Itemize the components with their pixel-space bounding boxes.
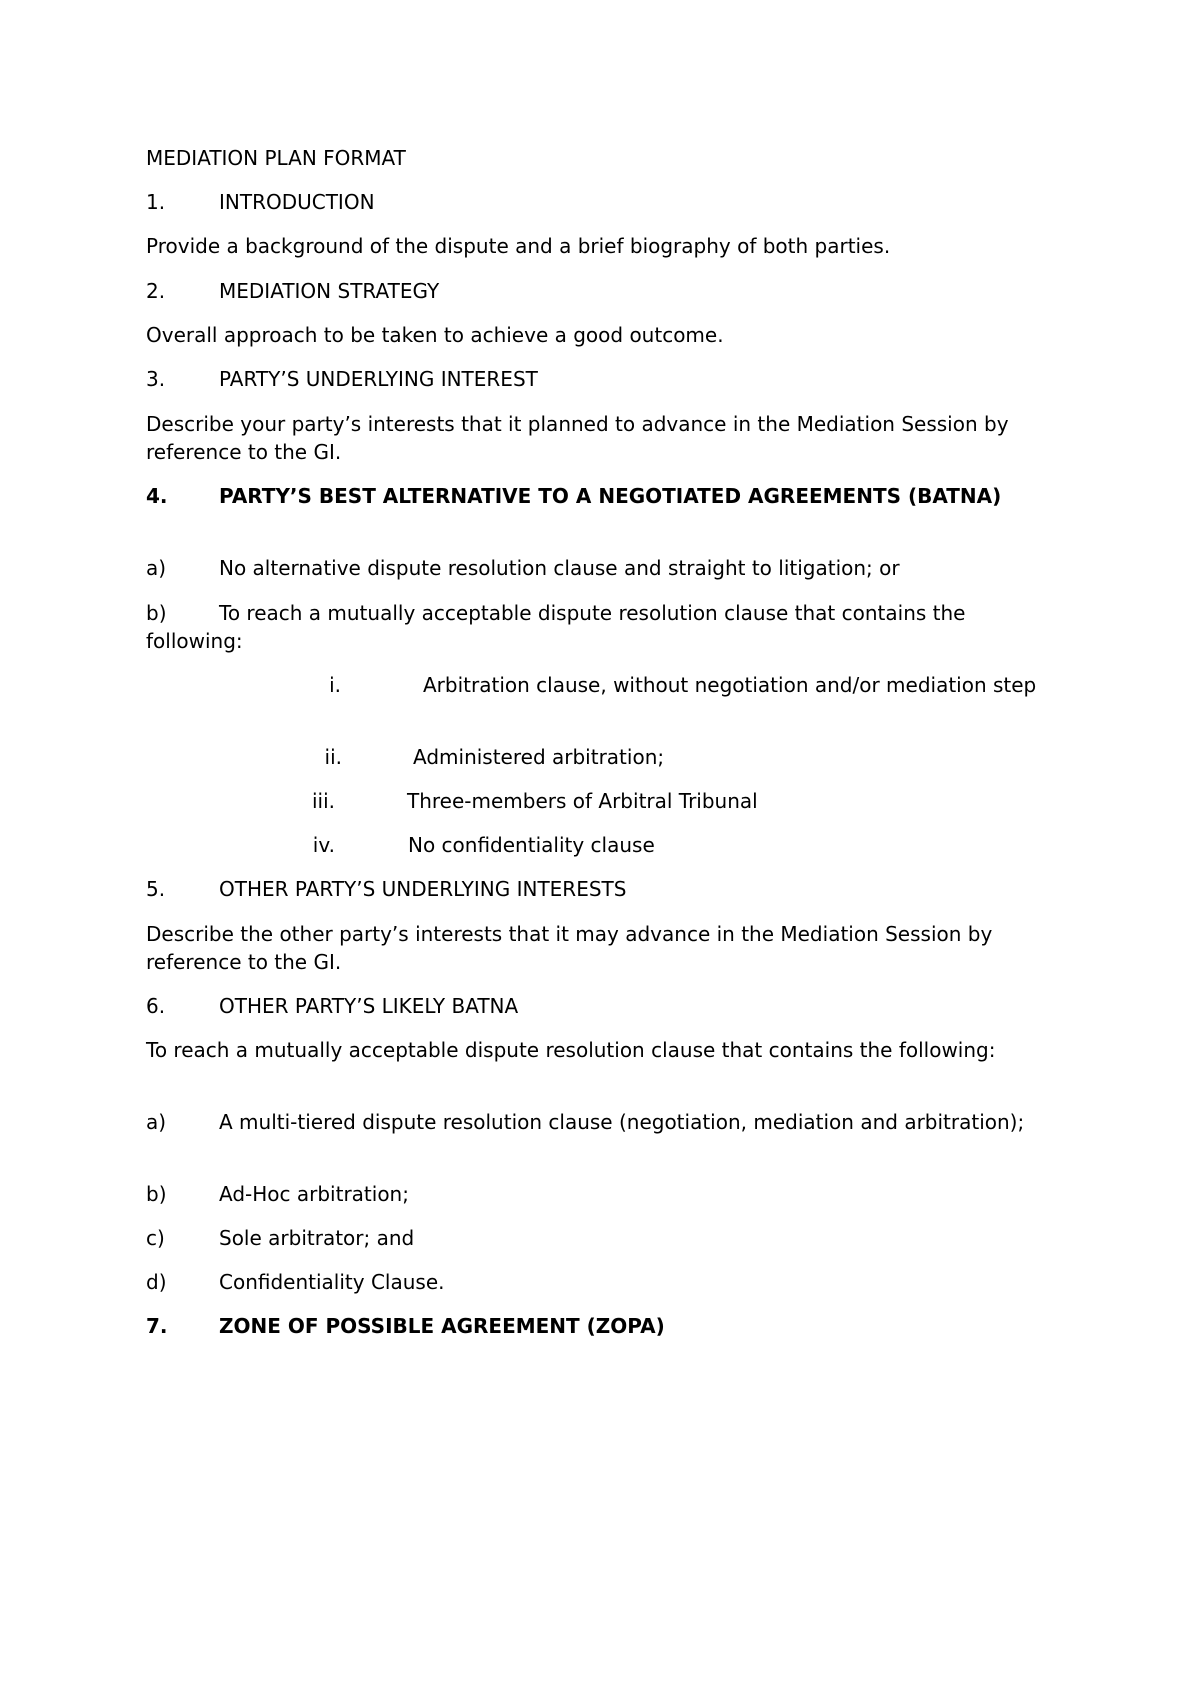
- item-text: Ad-Hoc arbitration;: [219, 1182, 409, 1206]
- sub-item-ii: [282, 743, 664, 771]
- item-text: Administered arbitration;: [413, 745, 665, 769]
- section-number: 3.: [146, 367, 166, 391]
- item-label: d): [146, 1270, 167, 1294]
- section-title: MEDIATION STRATEGY: [219, 279, 440, 303]
- section-title: ZONE OF POSSIBLE AGREEMENT (ZOPA): [219, 1314, 665, 1338]
- sub-item-i: [146, 671, 1066, 699]
- section-heading-2: [146, 277, 439, 305]
- item-text: No alternative dispute resolution clause and straight to litigation; or: [219, 556, 900, 580]
- section-heading-4: [146, 482, 1066, 510]
- section-number: 7.: [146, 1314, 168, 1338]
- item-label: iv.: [312, 833, 335, 857]
- section-heading-3: [146, 365, 538, 393]
- item-text: Confidentiality Clause.: [219, 1270, 445, 1294]
- section-heading-7: [146, 1312, 665, 1340]
- section-title: OTHER PARTY’S LIKELY BATNA: [219, 994, 519, 1018]
- section-heading-6: [146, 992, 518, 1020]
- item-text: Three-members of Arbitral Tribunal: [407, 789, 758, 813]
- item-label: ii.: [324, 745, 342, 769]
- section-heading-5: [146, 875, 626, 903]
- section-body-3: Describe your party’s interests that it planned to advance in the Mediation Session by reference to the GI.: [146, 412, 1009, 464]
- sub-item-iii: [275, 787, 758, 815]
- section-title: INTRODUCTION: [219, 190, 375, 214]
- list-item-4a: [146, 554, 900, 582]
- section-title: PARTY’S UNDERLYING INTEREST: [219, 367, 538, 391]
- item-label: iii.: [311, 789, 335, 813]
- section-title: OTHER PARTY’S UNDERLYING INTERESTS: [219, 877, 627, 901]
- section-body-1: Provide a background of the dispute and a brief biography of both parties.: [146, 234, 891, 258]
- item-label: i.: [329, 673, 341, 697]
- item-text: No confidentiality clause: [408, 833, 655, 857]
- document-title: MEDIATION PLAN FORMAT: [146, 146, 406, 170]
- item-label: a): [146, 1110, 167, 1134]
- item-label: a): [146, 556, 167, 580]
- section-number: 1.: [146, 190, 166, 214]
- section-number: 4.: [146, 484, 168, 508]
- list-item-6b: [146, 1180, 409, 1208]
- item-text: Sole arbitrator; and: [219, 1226, 415, 1250]
- item-label: b): [146, 1182, 167, 1206]
- section-number: 6.: [146, 994, 166, 1018]
- list-item-6a: [146, 1108, 1066, 1136]
- item-text: To reach a mutually acceptable dispute resolution clause that contains the following:: [146, 601, 966, 653]
- section-body-6: To reach a mutually acceptable dispute resolution clause that contains the following:: [146, 1038, 996, 1062]
- list-item-6c: [146, 1224, 414, 1252]
- item-text: A multi-tiered dispute resolution clause (negotiation, mediation and arbitration);: [219, 1110, 1025, 1134]
- sub-item-iv: [275, 831, 655, 859]
- item-text: Arbitration clause, without negotiation and/or mediation step: [423, 673, 1037, 697]
- section-body-2: Overall approach to be taken to achieve a good outcome.: [146, 323, 724, 347]
- list-item-6d: [146, 1268, 445, 1296]
- section-number: 5.: [146, 877, 166, 901]
- item-label: b): [146, 601, 167, 625]
- section-heading-1: [146, 188, 375, 216]
- section-body-5: Describe the other party’s interests that it may advance in the Mediation Session by reference to the GI.: [146, 922, 993, 974]
- section-title: PARTY’S BEST ALTERNATIVE TO A NEGOTIATED AGREEMENTS (BATNA): [219, 484, 1002, 508]
- item-label: c): [146, 1226, 165, 1250]
- list-item-4b: [146, 599, 1066, 655]
- section-number: 2.: [146, 279, 166, 303]
